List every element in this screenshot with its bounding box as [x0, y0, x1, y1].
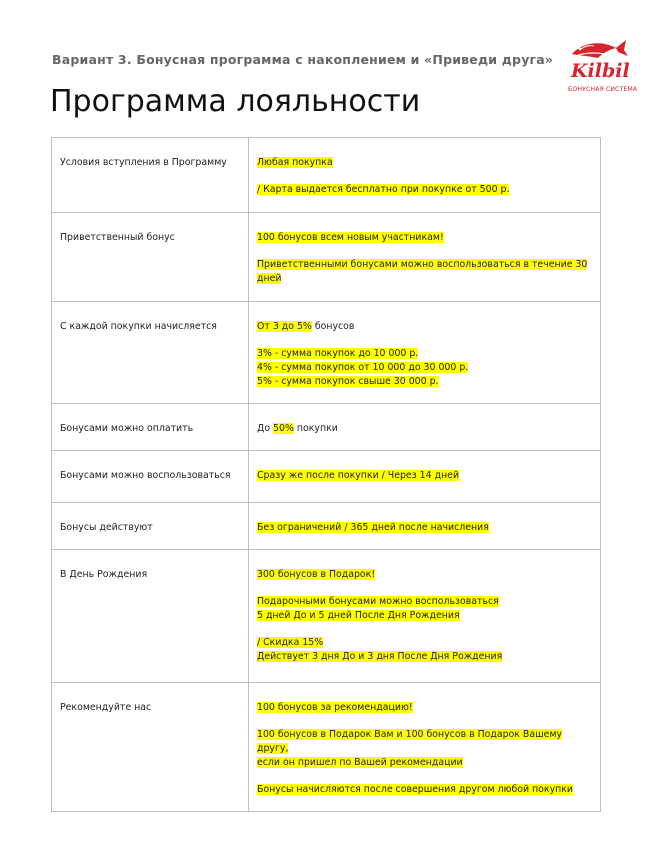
logo-subtitle: БОНУСНАЯ СИСТЕМА — [568, 86, 638, 93]
row-value — [249, 503, 601, 550]
value-line: 50% — [273, 423, 294, 434]
row-label: Приветственный бонус — [52, 213, 249, 302]
value-line: 3% - сумма покупок до 10 000 р. — [257, 348, 419, 359]
row-label: С каждой покупки начисляется — [52, 302, 249, 404]
table-row — [52, 404, 601, 451]
document-subtitle: Вариант 3. Бонусная программа с накоплением и «Приведи друга» — [52, 52, 554, 67]
value-line: / Скидка 15% — [257, 637, 324, 648]
table-row — [52, 503, 601, 550]
value-line: если он пришел по Вашей рекомендации — [257, 757, 463, 768]
row-value — [249, 683, 601, 812]
row-label: Бонусами можно воспользоваться — [52, 451, 249, 503]
value-line: Подарочными бонусами можно воспользоваться — [257, 596, 499, 607]
row-label: В День Рождения — [52, 550, 249, 683]
table-row — [52, 550, 601, 683]
table-row — [52, 138, 601, 213]
value-line: Действует 3 дня До и 3 дня После Дня Рождения — [257, 651, 503, 662]
value-line: Приветственными бонусами можно воспользоваться в течение 30 — [257, 259, 588, 270]
value-line: покупки — [293, 423, 338, 434]
page-title: Программа лояльности — [50, 84, 421, 119]
value-line: Сразу же после покупки / Через 14 дней — [257, 470, 460, 481]
value-line: Любая покупка — [257, 157, 333, 168]
value-line: 300 бонусов в Подарок! — [257, 569, 376, 580]
value-line: 100 бонусов всем новым участникам! — [257, 232, 444, 243]
value-line: 100 бонусов за рекомендацию! — [257, 702, 413, 713]
row-label: Условия вступления в Программу — [52, 138, 249, 213]
loyalty-table — [51, 137, 601, 812]
row-value — [249, 302, 601, 404]
value-line: дней — [257, 273, 282, 284]
row-label: Бонусами можно оплатить — [52, 404, 249, 451]
value-line: До — [257, 423, 274, 434]
row-value — [249, 213, 601, 302]
value-line: бонусов — [311, 321, 355, 332]
value-line: 4% - сумма покупок от 10 000 до 30 000 р. — [257, 362, 469, 373]
logo-text: Kilbil — [571, 60, 630, 82]
value-line: / Карта выдается бесплатно при покупке от 500 р. — [257, 184, 510, 195]
row-value — [249, 550, 601, 683]
row-value — [249, 451, 601, 503]
table-row — [52, 302, 601, 404]
value-line: От 3 до 5% — [257, 321, 312, 332]
row-value — [249, 138, 601, 213]
row-label: Бонусы действуют — [52, 503, 249, 550]
value-line: 5% - сумма покупок свыше 30 000 р. — [257, 376, 439, 387]
value-line: 5 дней До и 5 дней После Дня Рождения — [257, 610, 460, 621]
table-row — [52, 213, 601, 302]
row-label: Рекомендуйте нас — [52, 683, 249, 812]
table-row — [52, 451, 601, 503]
table-row — [52, 683, 601, 812]
value-line: Бонусы начисляются после совершения другом любой покупки — [257, 784, 574, 795]
value-line: Без ограничений / 365 дней после начисления — [257, 522, 489, 533]
row-value — [249, 404, 601, 451]
value-line: 100 бонусов в Подарок Вам и 100 бонусов в Подарок Вашему другу, — [257, 729, 563, 754]
